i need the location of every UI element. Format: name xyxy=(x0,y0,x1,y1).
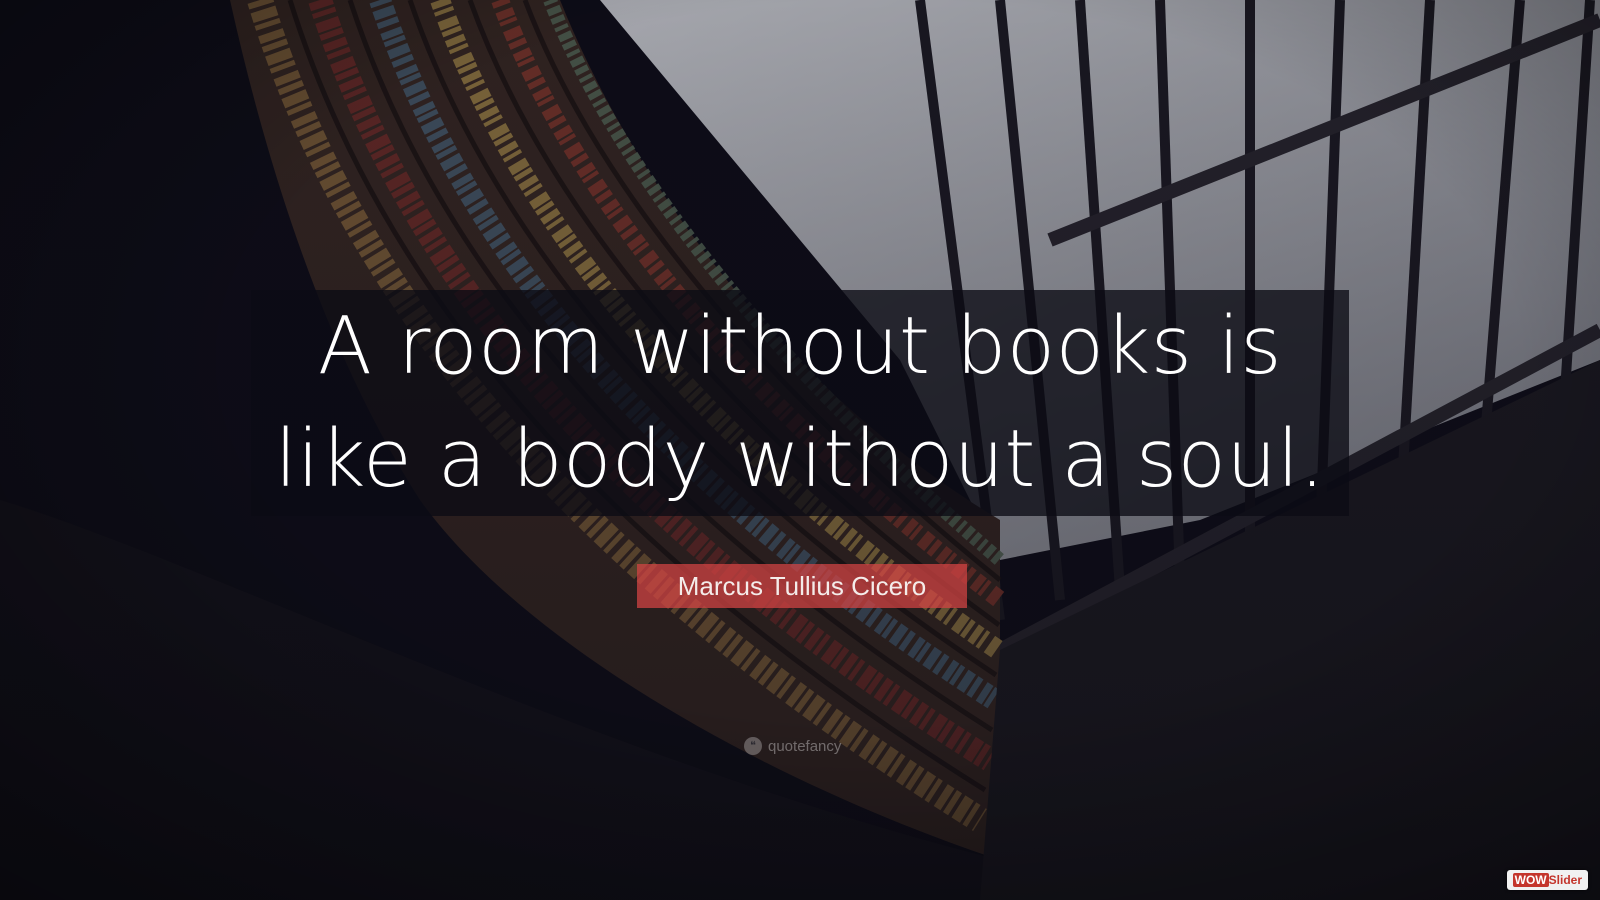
wowslider-badge[interactable] xyxy=(1507,870,1588,890)
watermark-text: quotefancy xyxy=(768,737,842,755)
quote-line-2: like a body without a soul. xyxy=(274,413,1326,505)
author-name: Marcus Tullius Cicero xyxy=(637,564,967,608)
badge-part2: Slider xyxy=(1548,873,1582,887)
quotefancy-watermark xyxy=(744,734,841,758)
quote-mark-icon: ❝ xyxy=(744,737,762,755)
quote-line-1: A room without books is xyxy=(317,300,1283,392)
badge-part1: WOW xyxy=(1514,873,1547,887)
